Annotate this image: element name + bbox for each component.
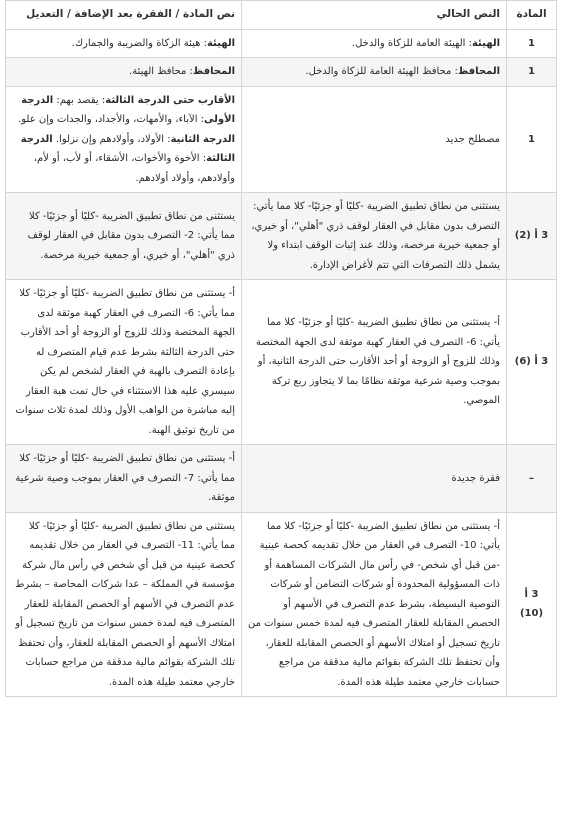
table-row — [6, 193, 557, 280]
current-text-cell — [242, 193, 507, 280]
clause-text: أ- يستثنى من نطاق تطبيق الضريبة -كليًا أو جزئيًا- كلا مما يأتي: 6- التصرف في العقار كهبة موثقة لدى الجهة المختصة وذلك للزوج أو الزوجة أو أحد الأقارب حتى الدرجة الثانية، أو بموجب وصية شرعية موثقة نظامًا بما لا يتجاوز ربع تركة الموصي. — [256, 317, 500, 407]
table-header — [6, 1, 557, 30]
table-row — [6, 58, 557, 87]
clause-text: أ- يستثنى من نطاق تطبيق الضريبة -كليًا أو جزئيًا- كلا مما يأتي: 7- التصرف في العقار بموجب وصية شرعية موثقة. — [15, 453, 235, 503]
clause-text: فقرة جديدة — [451, 472, 500, 484]
article-number-cell: 1 — [507, 58, 557, 87]
article-number-cell: 3 أ (2) — [507, 193, 557, 280]
clause-text: : الآباء، والأمهات، والأجداد، والجدات وإن علو. — [18, 114, 205, 125]
article-number-cell: – — [507, 445, 557, 513]
clause-text: : يقصد بهم: — [53, 94, 106, 106]
defined-term: الهيئة — [206, 37, 235, 49]
table-row — [6, 86, 557, 193]
new-text-cell — [6, 512, 242, 697]
new-text-cell — [6, 29, 242, 58]
clause-text: : هيئة الزكاة والضريبة والجمارك. — [71, 37, 207, 49]
clause-text: يستثنى من نطاق تطبيق الضريبة -كليًا أو جزئيًا- كلا مما يأتي: 2- التصرف بدون مقابل في العقار لوقف ذري "أهلي"، أو خيري، أو جمعية خيرية مرخصة. — [27, 210, 235, 261]
defined-term: المحافظ — [192, 66, 235, 77]
clause-text: أ- يستثنى من نطاق تطبيق الضريبة -كليًا أو جزئيًا- كلا مما يأتي: 6- التصرف في العقار كهبة موثقة لدى الجهة المختصة وذلك للزوج أو الزوجة أو أحد الأقارب حتى الدرجة الثالثة بشرط عدم قيام المتصرف له بإعادة التصرف بالهبة في العقار لشخص لم يكن سيسري عليه هذا الاستثناء في حال تمت هبة العقار إليه مباشرة من الواهب الأول وذلك لمدة ثلاث سنوات من تاريخ توثيق الهبة. — [15, 288, 235, 436]
article-number-cell: 1 — [507, 86, 557, 193]
defined-term: الأقارب حتى الدرجة الثالثة — [105, 94, 235, 106]
article-number-cell: 3 أ (10) — [507, 512, 557, 697]
current-text-cell — [242, 280, 507, 445]
current-text-cell — [242, 512, 507, 697]
clause-text: : الهيئة العامة للزكاة والدخل. — [351, 37, 472, 49]
current-text-cell — [242, 445, 507, 513]
new-text-cell — [6, 86, 242, 193]
clause-text: يستثنى من نطاق تطبيق الضريبة -كليًا أو جزئيًا- كلا مما يأتي: التصرف بدون مقابل في العقار لوقف ذري "أهلي"، أو خيري، أو جمعية خيرية مرخصة، وذلك عند إثبات الوقف ابتداء ولا يشمل ذلك التصرفات التي تتم لأغراض الإدارة. — [251, 201, 500, 271]
clause-text: : محافظ الهيئة. — [129, 66, 193, 77]
article-column-header: المادة — [507, 1, 557, 30]
new-text-cell — [6, 280, 242, 445]
current-text-cell — [242, 58, 507, 87]
defined-term: الهيئة — [471, 37, 500, 49]
current-text-cell — [242, 86, 507, 193]
current-text-cell — [242, 29, 507, 58]
clause-text: : محافظ الهيئة العامة للزكاة والدخل. — [305, 66, 458, 77]
amendments-table — [5, 0, 557, 697]
new-text-cell — [6, 193, 242, 280]
new-text-cell — [6, 58, 242, 87]
clause-text: مصطلح جديد — [445, 133, 500, 145]
article-number-cell: 3 أ (6) — [507, 280, 557, 445]
clause-text: : الأخوة والأخوات، الأشقاء، أو لأب، أو لأم، وأولادهم، وأولاد أولادهم. — [33, 153, 235, 184]
clause-text: أ- يستثنى من نطاق تطبيق الضريبة -كليًا أو جزئيًا- كلا مما يأتي: 10- التصرف في العقار من خلال تقديمه كحصة عينية -من قبل أي شخص- في رأس مال الشركات المساهمة أو ذات المسؤولية المحدودة أو شركات التضامن أو شركات التوصية البسيطة، بشرط عدم التصرف في الأسهم أو الحصص المقابلة للعقار المتصرف فيه لمدة خمس سنوات من تاريخ تسجيل أو امتلاك الأسهم أو الحصص المقابلة للعقار، وأن تحتفظ تلك الشركة بقوائم مالية مدققة من مراجع حسابات خارجي معتمد طيلة هذه المدة. — [247, 520, 500, 688]
defined-term: المحافظ — [457, 66, 500, 77]
table-row — [6, 29, 557, 58]
defined-term: الدرجة الأولى — [21, 94, 235, 125]
clause-text: : الأولاد، وأولادهم وإن نزلوا. — [52, 133, 171, 145]
table-row — [6, 445, 557, 513]
defined-term: الدرجة الثالثة — [20, 133, 235, 164]
header-row — [6, 1, 557, 30]
clause-text: يستثنى من نطاق تطبيق الضريبة -كليًا أو جزئيًا- كلا مما يأتي: 11- التصرف في العقار من خلال تقديمه كحصة عينية من قبل أي شخص في رأس مال شركة مؤسسة في المملكة – عدا شركات المحاصة – بشرط عدم التصرف في الأسهم أو الحصص المقابلة للعقار المتصرف فيه لمدة خمس سنوات من تاريخ تسجيل أو امتلاك الأسهم أو الحصص المقابلة للعقار، وأن تحتفظ تلك الشركة بقوائم مالية مدققة من مراجع حسابات خارجي معتمد طيلة هذه المدة. — [15, 520, 235, 688]
new-text-column-header: نص المادة / الفقرة بعد الإضافة / التعديل — [6, 1, 242, 30]
table-row — [6, 280, 557, 445]
table-body — [6, 29, 557, 697]
article-number-cell: 1 — [507, 29, 557, 58]
table-row — [6, 512, 557, 697]
defined-term: الدرجة الثانية — [170, 133, 235, 145]
current-text-column-header: النص الحالي — [242, 1, 507, 30]
new-text-cell — [6, 445, 242, 513]
